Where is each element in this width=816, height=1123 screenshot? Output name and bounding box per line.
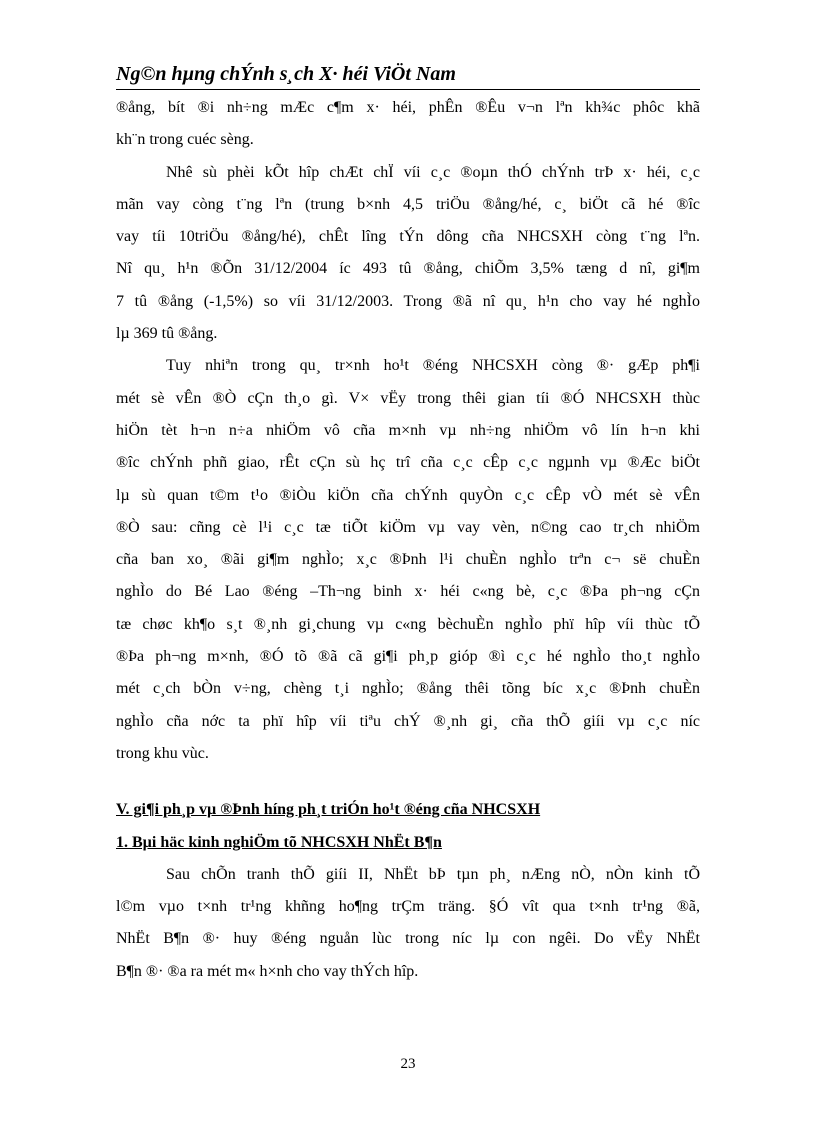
text-line: mãn vay còng t¨ng lªn (trung b×nh 4,5 triÖu ®ång/hé, c¸ biÖt cã hé ®îc [116, 195, 700, 213]
text-line: mét sè vÊn ®Ò cÇn th¸o gì. V× vËy trong thêi gian tíi ®Ó NHCSXH thùc [116, 389, 700, 407]
section-heading: V. gi¶i ph¸p vµ ®Þnh híng ph¸t triÓn ho¹t ®éng cña NHCSXH [116, 801, 541, 819]
text-line: nghÌo do Bé Lao ®éng –Th¬ng binh x· héi c«ng bè, c¸c ®Þa ph¬ng cÇn [116, 583, 700, 601]
text-line: Sau chÕn tranh thÕ giíi II, NhËt bÞ tµn ph¸ nÆng nÒ, nÒn kinh tÕ [166, 865, 700, 883]
text-line: NhËt B¶n ®· huy ®éng nguån lùc trong níc lµ con ngêi. Do vËy NhËt [116, 930, 700, 948]
text-line: ®ång, bít ®i nh÷ng mÆc c¶m x· héi, phÊn ®Êu v¬n lªn kh¾c phôc khã [116, 99, 700, 116]
text-line: hiÖn tèt h¬n n÷a nhiÖm vô cña m×nh vµ nh÷ng nhiÖm vô lín h¬n khi [116, 421, 700, 439]
text-line: B¶n ®· ®a ra mét m« h×nh cho vay thÝch hîp. [116, 962, 419, 980]
page-number: 23 [400, 1056, 416, 1072]
text-line: 7 tû ®ång (-1,5%) so víi 31/12/2003. Trong ®ã nî qu¸ h¹n cho vay hé nghÌo [116, 292, 700, 310]
text-line: Nî qu¸ h¹n ®Õn 31/12/2004 íc 493 tû ®ång, chiÕm 3,5% tæng d nî, gi¶m [116, 260, 700, 278]
text-line: l©m vµo t×nh tr¹ng khñng ho¶ng trÇm träng. §Ó vît qua t×nh tr¹ng ®ã, [116, 898, 700, 916]
subsection-heading: 1. Bµi häc kinh nghiÖm tõ NHCSXH NhËt B¶n [116, 833, 442, 851]
text-line: kh¨n trong cuéc sèng. [116, 131, 254, 149]
running-header: Ng©n hµng chÝnh s¸ch X· héi ViÖt Nam [116, 60, 700, 90]
paragraph-japan [116, 859, 700, 988]
text-line: cña ban xo¸ ®ãi gi¶m nghÌo; x¸c ®Þnh l¹i chuÈn nghÌo trªn c¬ së chuÈn [116, 551, 700, 569]
document-body [116, 92, 700, 988]
text-line: trong khu vùc. [116, 744, 209, 762]
paragraph-loans [116, 157, 700, 351]
text-line: lµ 369 tû ®ång. [116, 325, 218, 343]
text-line: ®îc chÝnh phñ giao, rÊt cÇn sù hç trî cña c¸c cÊp c¸c ngµnh vµ ®Æc biÖt [116, 454, 700, 472]
text-line: ®Ò sau: cñng cè l¹i c¸c tæ tiÕt kiÖm vµ vay vèn, n©ng cao tr¸ch nhiÖm [116, 518, 700, 536]
text-line: lµ sù quan t©m t¹o ®iÒu kiÖn cña chÝnh quyÒn c¸c cÊp vÒ mét sè vÊn [116, 486, 700, 504]
text-line: tæ chøc kh¶o s¸t ®¸nh gi¸chung vµ c«ng bèchuÈn nghÌo phï hîp víi thùc tÕ [116, 615, 700, 633]
paragraph-issues [116, 350, 700, 770]
text-line: nghÌo cña nớc ta phï hîp víi tiªu chÝ ®¸nh gi¸ cña thÕ giíi vµ c¸c níc [116, 712, 700, 730]
text-line: ®Þa ph¬ng m×nh, ®Ó tõ ®ã cã gi¶i ph¸p gióp ®ì c¸c hé nghÌo tho¸t nghÌo [116, 648, 700, 666]
text-line: Tuy nhiªn trong qu¸ tr×nh ho¹t ®éng NHCSXH còng ®· gÆp ph¶i [166, 357, 700, 375]
text-line: Nhê sù phèi kÕt hîp chÆt chÏ víi c¸c ®oµn thÓ chÝnh trÞ x· héi, c¸c [166, 163, 700, 181]
paragraph-continuation [116, 92, 700, 157]
text-line: vay tíi 10triÖu ®ång/hé), chÊt lîng tÝn dông cña NHCSXH còng t¨ng lªn. [116, 228, 700, 246]
section-gap [116, 770, 700, 794]
text-line: mét c¸ch bÒn v÷ng, chèng t¸i nghÌo; ®ång thêi tõng bíc x¸c ®Þnh chuÈn [116, 680, 700, 698]
